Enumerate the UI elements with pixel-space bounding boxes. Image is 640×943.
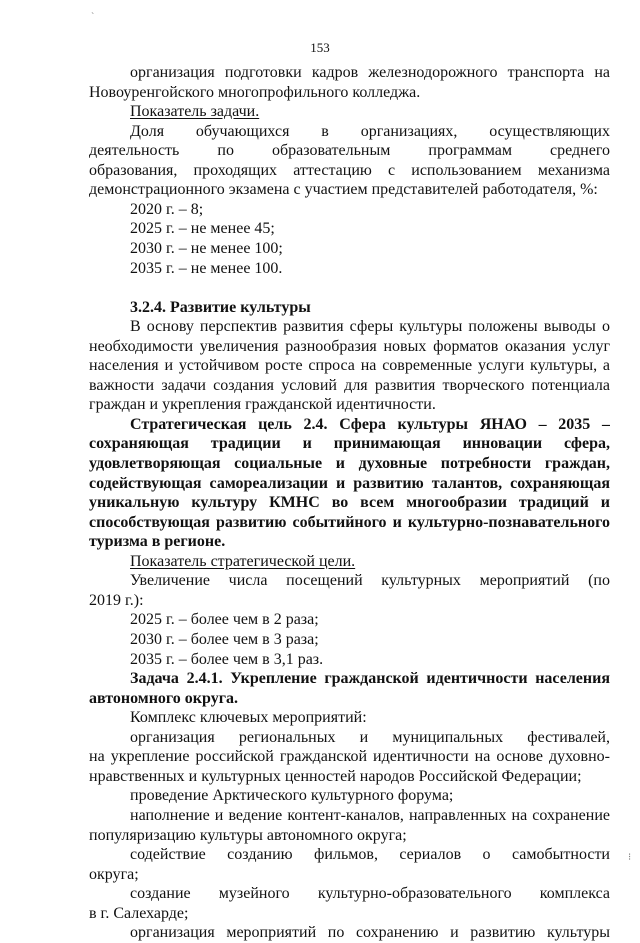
text-line: автономного округа.: [89, 689, 238, 707]
text-line: организация мероприятий по сохранению и развитию культуры: [130, 924, 610, 942]
text-line: содействие созданию фильмов, сериалов о самобытности: [130, 846, 610, 863]
scan-edge-mark: ⁝: [628, 852, 632, 863]
text-line: способствующая развитию событийного и культурно-познавательного: [89, 513, 610, 531]
text-line: Комплекс ключевых мероприятий:: [130, 709, 367, 727]
text-line: необходимости увеличения разнообразия новых форматов оказания услуг: [89, 337, 610, 355]
text-line: демонстрационного экзамена с участием представителей работодателя, %:: [89, 181, 598, 199]
text-line: организация региональных и муниципальных фестивалей,: [130, 728, 610, 746]
text-line: 2035 г. – более чем в 3,1 раз.: [130, 650, 324, 668]
scan-mark: ˋ: [91, 12, 95, 23]
text-line: уникальную культуру КМНС во всем многообразии традиций и: [89, 494, 610, 512]
text-line: 2025 г. – не менее 45;: [130, 220, 275, 238]
page-number: 153: [310, 40, 330, 55]
text-line: популяризацию культуры автономного округа;: [89, 826, 407, 844]
text-line: 3.2.4. Развитие культуры: [130, 298, 311, 316]
text-line: Новоуренгойского многопрофильного колледжа.: [89, 83, 421, 101]
text-line: нравственных и культурных ценностей народов Российской Федерации;: [89, 767, 582, 785]
text-line: важности задачи создания условий для развития творческого потенциала: [89, 376, 610, 394]
text-line: в г. Салехарде;: [89, 904, 189, 922]
text-line: Стратегическая цель 2.4. Сфера культуры ЯНАО – 2035 –: [130, 415, 610, 433]
text-line: Показатель стратегической цели.: [130, 552, 356, 570]
text-line: населения и устойчивом росте спроса на современные услуги культуры, а: [89, 357, 610, 375]
text-line: 2035 г. – не менее 100.: [130, 259, 283, 277]
text-line: организация подготовки кадров железнодорожного транспорта на: [130, 64, 610, 81]
text-line: образования, проходящих аттестацию с использованием механизма: [89, 161, 610, 179]
text-line: Задача 2.4.1. Укрепление гражданской идентичности населения: [130, 670, 610, 688]
text-line: на укрепление российской гражданской идентичности на основе духовно-: [89, 748, 610, 766]
text-line: граждан и укрепления гражданской идентичности.: [89, 396, 436, 414]
text-line: деятельность по образовательным программам среднего: [89, 142, 610, 160]
text-line: Доля обучающихся в организациях, осуществляющих: [130, 122, 610, 140]
text-line: 2025 г. – более чем в 2 раза;: [130, 611, 319, 629]
text-line: туризма в регионе.: [89, 533, 226, 551]
text-line: 2030 г. – не менее 100;: [130, 240, 283, 257]
text-line: содействующая самореализации и развитию талантов, сохраняющая: [89, 474, 610, 492]
text-line: проведение Арктического культурного форума;: [130, 787, 454, 805]
text-line: В основу перспектив развития сферы культуры положены выводы о: [130, 318, 610, 336]
text-line: округа;: [89, 865, 139, 883]
text-line: удовлетворяющая социальные и духовные потребности граждан,: [89, 455, 610, 472]
text-line: 2020 г. – 8;: [130, 200, 204, 218]
text-line: создание музейного культурно-образовательного комплекса: [130, 885, 610, 903]
text-line: 2019 г.):: [89, 591, 144, 609]
text-line: Увеличение числа посещений культурных мероприятий (по: [130, 572, 610, 590]
text-line: наполнение и ведение контент-каналов, направленных на сохранение: [130, 806, 610, 824]
text-line: 2030 г. – более чем в 3 раза;: [130, 631, 319, 648]
text-line: Показатель задачи.: [130, 103, 260, 121]
text-line: сохраняющая традиции и принимающая инновации сфера,: [89, 435, 610, 453]
